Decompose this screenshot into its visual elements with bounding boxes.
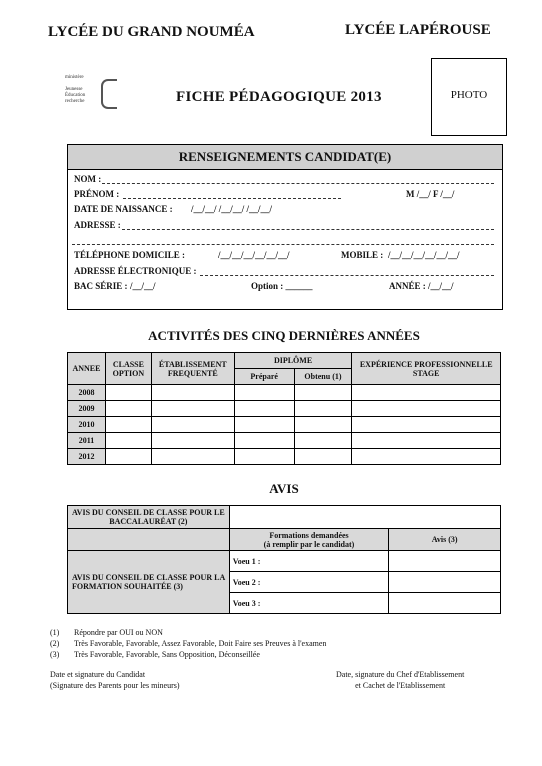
input-cell[interactable] — [151, 401, 234, 417]
footnote-number: (1) — [50, 628, 60, 637]
candidate-heading: RENSEIGNEMENTS CANDIDAT(E) — [68, 145, 502, 170]
formations-header — [229, 529, 389, 551]
prenom-label: PRÉNOM : — [74, 189, 120, 199]
table-row — [68, 449, 501, 465]
input-cell[interactable] — [294, 385, 352, 401]
input-cell[interactable] — [151, 433, 234, 449]
logo-line: ministère — [65, 75, 84, 80]
mobile-label: MOBILE : — [341, 250, 384, 260]
logo-mark — [101, 79, 117, 109]
voeu-avis-input[interactable] — [389, 593, 501, 614]
input-cell[interactable] — [294, 433, 352, 449]
bac-label: BAC SÉRIE : — [74, 281, 128, 291]
input-cell[interactable] — [352, 433, 501, 449]
email-field[interactable] — [200, 275, 494, 276]
prenom-field[interactable] — [123, 198, 341, 199]
footnote-text: Très Favorable, Favorable, Assez Favorable, Doit Faire ses Preuves à l'examen — [74, 639, 327, 648]
signature-line: (Signature des Parents pour les mineurs) — [50, 681, 180, 690]
adresse-field-2[interactable] — [72, 244, 494, 245]
col-etablissement: ÉTABLISSEMENT FREQUENTÉ — [151, 353, 234, 385]
input-cell[interactable] — [352, 401, 501, 417]
input-cell[interactable] — [151, 417, 234, 433]
input-cell[interactable] — [294, 401, 352, 417]
logo-line: Jeunesse — [65, 87, 83, 92]
footnote — [50, 627, 326, 638]
bac-field[interactable]: /__/__/ — [130, 281, 156, 291]
signature-candidate — [50, 669, 180, 691]
input-cell[interactable] — [294, 449, 352, 465]
footnote-number: (2) — [50, 639, 60, 648]
option-field[interactable]: Option : ______ — [251, 281, 313, 291]
col-annee: ANNEE — [68, 353, 106, 385]
photo-label: PHOTO — [450, 89, 488, 101]
telephone-field[interactable]: /__/__/__/__/__/__/ — [218, 250, 290, 260]
school-left: LYCÉE DU GRAND NOUMÉA — [48, 24, 255, 40]
col-classe: CLASSE OPTION — [105, 353, 151, 385]
school-right: LYCÉE LAPÉROUSE — [345, 22, 491, 38]
logo-line: recherche — [65, 99, 85, 104]
ministry-logo — [65, 75, 115, 115]
avis-spacer-cell — [68, 529, 230, 551]
footnote — [50, 649, 326, 660]
voeu-avis-input[interactable] — [389, 551, 501, 572]
table-row — [68, 417, 501, 433]
voeu-input[interactable]: Voeu 1 : — [229, 551, 389, 572]
input-cell[interactable] — [105, 401, 151, 417]
avis-col-header: Avis (3) — [389, 529, 501, 551]
input-cell[interactable] — [352, 385, 501, 401]
signature-line: Date, signature du Chef d'Etablissement — [336, 670, 465, 679]
telephone-label: TÉLÉPHONE DOMICILE : — [74, 250, 186, 260]
voeu-input[interactable]: Voeu 2 : — [229, 572, 389, 593]
footnote-text: Répondre par OUI ou NON — [74, 628, 163, 637]
formations-sublabel: (à remplir par le candidat) — [263, 539, 355, 549]
signature-school — [336, 669, 464, 691]
year-cell: 2009 — [68, 401, 106, 417]
input-cell[interactable] — [151, 449, 234, 465]
activities-table — [67, 352, 501, 465]
conseil-formation-label: AVIS DU CONSEIL DE CLASSE POUR LA FORMATION SOUHAITÉE (3) — [68, 551, 230, 614]
col-diplome: DIPLÔME — [234, 353, 352, 369]
signature-line: Date et signature du Candidat — [50, 670, 146, 679]
footnotes — [50, 627, 326, 660]
year-cell: 2012 — [68, 449, 106, 465]
input-cell[interactable] — [352, 417, 501, 433]
input-cell[interactable] — [105, 433, 151, 449]
input-cell[interactable] — [294, 417, 352, 433]
adresse-field[interactable] — [122, 229, 494, 230]
conseil-bac-label: AVIS DU CONSEIL DE CLASSE POUR LE BACCALAURÉAT (2) — [68, 506, 230, 529]
conseil-bac-input[interactable] — [229, 506, 500, 529]
input-cell[interactable] — [105, 417, 151, 433]
activities-heading: ACTIVITÉS DES CINQ DERNIÈRES ANNÉES — [148, 328, 420, 343]
mobile-field[interactable]: /__/__/__/__/__/__/ — [388, 250, 460, 260]
input-cell[interactable] — [234, 385, 294, 401]
voeu-input[interactable]: Voeu 3 : — [229, 593, 389, 614]
voeu-row — [68, 551, 501, 572]
table-row — [68, 401, 501, 417]
input-cell[interactable] — [234, 433, 294, 449]
input-cell[interactable] — [352, 449, 501, 465]
naissance-label: DATE DE NAISSANCE : — [74, 204, 173, 214]
year-cell: 2011 — [68, 433, 106, 449]
nom-label: NOM : — [74, 174, 102, 184]
col-experience: EXPÉRIENCE PROFESSIONNELLE STAGE — [352, 353, 501, 385]
col-obtenu: Obtenu (1) — [294, 369, 352, 385]
signature-line: et Cachet de l'Etablissement — [355, 681, 446, 690]
input-cell[interactable] — [151, 385, 234, 401]
email-label: ADRESSE ÉLECTRONIQUE : — [74, 266, 197, 276]
col-prepare: Préparé — [234, 369, 294, 385]
year-cell: 2008 — [68, 385, 106, 401]
logo-line: Éducation — [65, 93, 86, 98]
formations-label: Formations demandées — [269, 530, 349, 540]
photo-box[interactable] — [431, 58, 507, 136]
annee-field[interactable]: ANNÉE : /__/__/ — [389, 281, 454, 291]
avis-heading: AVIS — [269, 481, 299, 496]
footnote — [50, 638, 326, 649]
avis-table — [67, 505, 501, 614]
input-cell[interactable] — [234, 417, 294, 433]
naissance-field[interactable]: /__/__/ /__/__/ /__/__/ — [191, 204, 273, 214]
table-row — [68, 433, 501, 449]
year-cell: 2010 — [68, 417, 106, 433]
footnote-text: Très Favorable, Favorable, Sans Opposition, Déconseillée — [74, 650, 260, 659]
input-cell[interactable] — [234, 449, 294, 465]
candidate-section — [67, 144, 503, 310]
table-row — [68, 385, 501, 401]
footnote-number: (3) — [50, 650, 60, 659]
adresse-label: ADRESSE : — [74, 220, 121, 230]
input-cell[interactable] — [105, 385, 151, 401]
page-title: FICHE PÉDAGOGIQUE 2013 — [176, 89, 382, 105]
nom-field[interactable] — [102, 183, 494, 184]
input-cell[interactable] — [105, 449, 151, 465]
input-cell[interactable] — [234, 401, 294, 417]
sexe-field[interactable]: M /__/ F /__/ — [406, 189, 455, 199]
voeu-avis-input[interactable] — [389, 572, 501, 593]
